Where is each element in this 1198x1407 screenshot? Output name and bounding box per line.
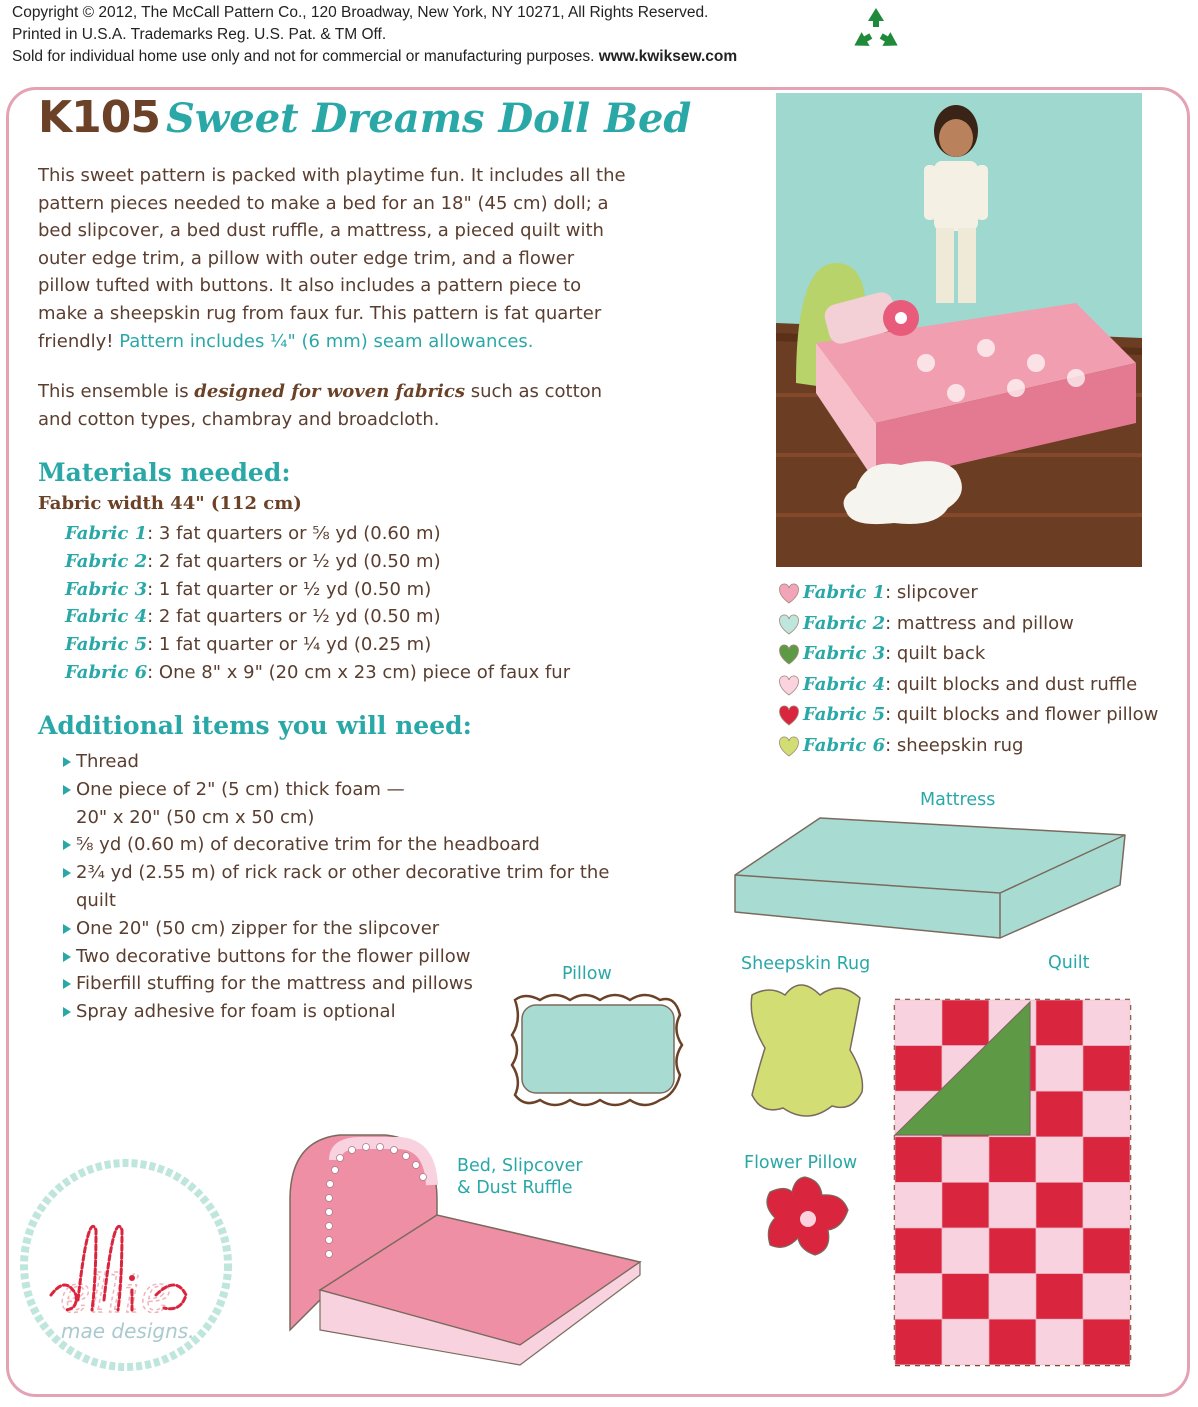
list-item: Spray adhesive for foam is optional [62,998,632,1026]
fabric-legend [778,578,1158,761]
heart-icon [778,581,800,605]
list-item [778,670,1158,701]
recycle-icon [850,5,902,55]
intro-paragraph [38,162,628,355]
heart-icon [778,612,800,636]
quilt-label: Quilt [1048,953,1090,973]
ellie-mae-designs-logo [16,1150,236,1380]
heart-icon [778,673,800,697]
fabric-amount: : 2 fat quarters or ½ yd (0.50 m) [147,606,441,628]
pattern-code: K105 [38,92,160,143]
legend-label: Fabric 6 [803,734,886,756]
fabric-label: Fabric 5 [65,634,148,656]
logo-text-sub: mae designs. [61,1319,195,1343]
list-item [778,578,1158,609]
list-item [778,700,1158,731]
legend-label: Fabric 5 [803,704,886,725]
list-item [65,520,570,548]
list-item: Two decorative buttons for the flower pillow [62,943,632,971]
flower-pillow-label: Flower Pillow [744,1153,858,1173]
seam-note: Pattern includes ¼" (6 mm) seam allowances. [119,330,534,352]
pattern-name: Sweet Dreams Doll Bed [165,95,692,142]
legend-use: : quilt blocks and dust ruffle [885,673,1138,695]
list-item [65,631,570,659]
list-item [65,603,570,631]
fabric-amount: : 1 fat quarter or ¼ yd (0.25 m) [147,634,432,656]
list-item: Thread [62,748,632,776]
fabric-label: Fabric 2 [65,550,148,572]
list-item: One piece of 2" (5 cm) thick foam — 20" x 20" (50 cm x 50 cm) [62,776,406,832]
copyright-block [12,2,737,68]
legend-label: Fabric 2 [803,612,886,634]
list-item [778,731,1158,762]
list-item: Fiberfill stuffing for the mattress and pillows [62,970,632,998]
list-item: ⅝ yd (0.60 m) of decorative trim for the headboard [62,831,632,859]
legend-label: Fabric 1 [803,582,886,603]
bed-label-line-2: & Dust Ruffle [457,1178,573,1198]
website-link[interactable]: www.kwiksew.com [598,48,738,65]
product-photo [776,93,1142,567]
list-item [65,548,570,576]
legend-use: : mattress and pillow [885,612,1074,634]
fabric-amount: : One 8" x 9" (20 cm x 23 cm) piece of faux fur [147,661,571,683]
ensemble-after: such as cotton and cotton types, chambray and broadcloth. [38,381,603,430]
materials-heading: Materials needed: [38,458,291,487]
legend-label: Fabric 4 [803,673,886,695]
mattress-label: Mattress [920,790,996,810]
list-item [778,639,1158,670]
legend-use: : quilt back [885,643,986,664]
ensemble-paragraph [38,378,638,434]
copyright-line-1: Copyright © 2012, The McCall Pattern Co., 120 Broadway, New York, NY 10271, All Rights Reserved. [12,4,709,21]
list-item: 2¾ yd (2.55 m) of rick rack or other decorative trim for the quilt [62,859,632,915]
legend-use: : slipcover [885,582,978,603]
list-item: One 20" (50 cm) zipper for the slipcover [62,915,632,943]
ensemble-emphasis: designed for woven fabrics [194,381,465,402]
fabric-label: Fabric 3 [65,578,148,600]
pillow-label: Pillow [562,964,612,984]
additional-items-list [62,748,632,1026]
heart-icon [778,703,800,727]
ensemble-before: This ensemble is [38,381,195,402]
bed-label-line-1: Bed, Slipcover [457,1156,583,1176]
fabric-label: Fabric 4 [65,606,148,628]
legend-use: : sheepskin rug [885,734,1024,756]
fabric-amount: : 3 fat quarters or ⅝ yd (0.60 m) [147,523,441,544]
fabric-amount: : 1 fat quarter or ½ yd (0.50 m) [147,578,432,600]
copyright-line-3 [12,46,737,68]
list-item [65,659,570,687]
legend-label: Fabric 3 [803,643,886,664]
copyright-line-2: Printed in U.S.A. Trademarks Reg. U.S. Pat. & TM Off. [12,26,387,43]
usage-notice: Sold for individual home use only and not for commercial or manufacturing purposes. [12,48,595,65]
fabric-width: Fabric width 44" (112 cm) [38,493,302,514]
fabric-list [65,520,570,687]
fabric-label: Fabric 6 [65,661,148,683]
logo-text-main: ellie [60,1265,172,1325]
list-item [778,609,1158,640]
additional-items-heading: Additional items you will need: [38,711,472,740]
intro-text: This sweet pattern is packed with playtime fun. It includes all the pattern pieces needed to make a bed for an 18" (45 cm) doll; a bed slipcover, a bed dust ruffle, a mattress, a pieced quilt with outer edge trim, a pillow with outer edge trim, and a flower pillow tufted with buttons. It also includes a pattern piece to make a sheepskin rug from faux fur. This pattern is fat quarter friendly! [38,165,626,352]
fabric-label: Fabric 1 [65,523,148,544]
heart-icon [778,734,800,758]
list-item [65,576,570,604]
page-title [38,92,691,143]
heart-icon [778,642,800,666]
legend-use: : quilt blocks and flower pillow [885,704,1159,725]
fabric-amount: : 2 fat quarters or ½ yd (0.50 m) [147,550,441,572]
sheepskin-rug-label: Sheepskin Rug [741,954,871,974]
